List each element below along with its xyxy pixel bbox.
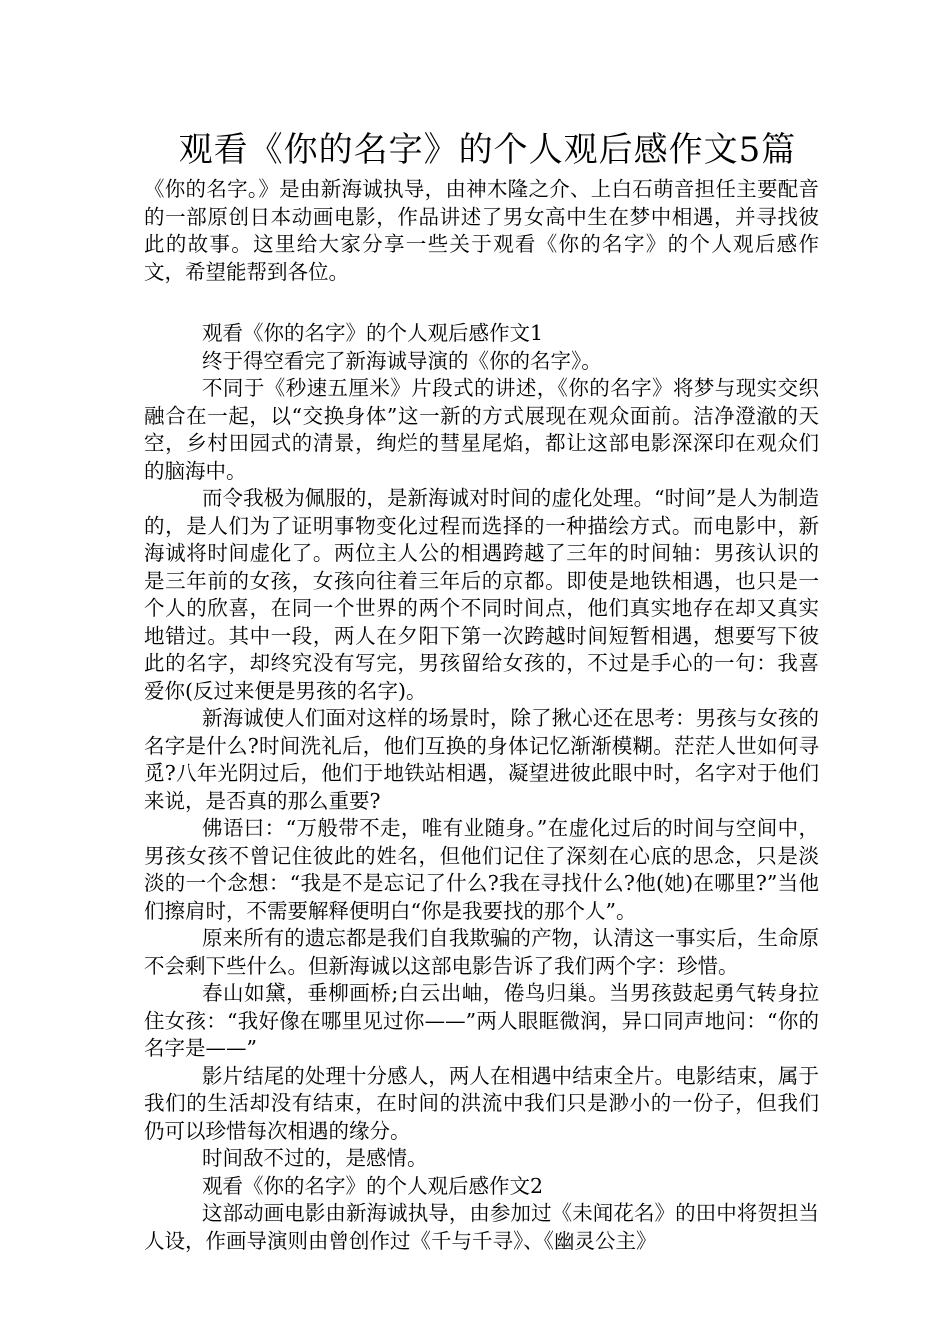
section-1-paragraph: 时间敌不过的，是感情。 [202, 1146, 428, 1170]
section-1-paragraph: 春山如黛，垂柳画桥;白云出岫，倦鸟归巢。当男孩鼓起勇气转身拉住女孩：“我好像在哪里见过你——”两人眼眶微润，异口同声地问：“你的名字是——” [144, 981, 819, 1060]
document-title: 观看《你的名字》的个人观后感作文5篇 [178, 130, 797, 170]
section-2-heading: 观看《你的名字》的个人观后感作文2 [202, 1173, 544, 1198]
intro-paragraph: 《你的名字。》是由新海诚执导，由神木隆之介、上白石萌音担任主要配音的一部原创日本动画电影，作品讲述了男女高中生在梦中相遇，并寻找彼此的故事。这里给大家分享一些关于观看《你的名字》的个人观后感作文，希望能帮到各位。 [144, 177, 819, 284]
section-1-paragraph: 佛语曰：“万般带不走，唯有业随身。”在虚化过后的时间与空间中，男孩女孩不曾记住彼此的姓名，但他们记住了深刻在心底的思念，只是淡淡的一个念想：“我是不是忘记了什么?我在寻找什么?他(她)在哪里?”当他们擦肩时，不需要解释便明白“你是我要找的那个人”。 [144, 816, 819, 923]
section-1-heading: 观看《你的名字》的个人观后感作文1 [202, 321, 544, 345]
section-2-paragraph: 这部动画电影由新海诚执导，由参加过《未闻花名》的田中将贺担当人设，作画导演则由曾创作过《千与千寻》、《幽灵公主》 [144, 1201, 819, 1253]
section-1-paragraph: 新海诚使人们面对这样的场景时，除了揪心还在思考：男孩与女孩的名字是什么?时间洗礼后，他们互换的身体记忆渐渐模糊。茫茫人世如何寻觅?八年光阴过后，他们于地铁站相遇，凝望进彼此眼中时，名字对于他们来说，是否真的那么重要? [144, 706, 819, 813]
section-1-paragraph: 影片结尾的处理十分感人，两人在相遇中结束全片。电影结束，属于我们的生活却没有结束，在时间的洪流中我们只是渺小的一份子，但我们仍可以珍惜每次相遇的缘分。 [144, 1063, 819, 1143]
section-1-paragraph: 不同于《秒速五厘米》片段式的讲述，《你的名字》将梦与现实交织融合在一起，以“交换身体”这一新的方式展现在观众面前。洁净澄澈的天空，乡村田园式的清景，绚烂的彗星尾焰，都让这部电影深深印在观众们的脑海中。 [144, 376, 819, 483]
section-1-paragraph: 而令我极为佩服的，是新海诚对时间的虚化处理。“时间”是人为制造的，是人们为了证明事物变化过程而选择的一种描绘方式。而电影中，新海诚将时间虚化了。两位主人公的相遇跨越了三年的时间轴：男孩认识的是三年前的女孩，女孩向往着三年后的京都。即使是地铁相遇，也只是一个人的欣喜，在同一个世界的两个不同时间点，他们真实地存在却又真实地错过。其中一段，两人在夕阳下第一次跨越时间短暂相遇，想要写下彼此的名字，却终究没有写完，男孩留给女孩的，不过是手心的一句：我喜爱你(反过来便是男孩的名字)。 [144, 486, 819, 703]
section-1-paragraph: 终于得空看完了新海诚导演的《你的名字》。 [202, 348, 602, 373]
section-1-paragraph: 原来所有的遗忘都是我们自我欺骗的产物，认清这一事实后，生命原不会剩下些什么。但新海诚以这部电影告诉了我们两个字：珍惜。 [144, 926, 819, 978]
document-page [144, 124, 819, 1255]
